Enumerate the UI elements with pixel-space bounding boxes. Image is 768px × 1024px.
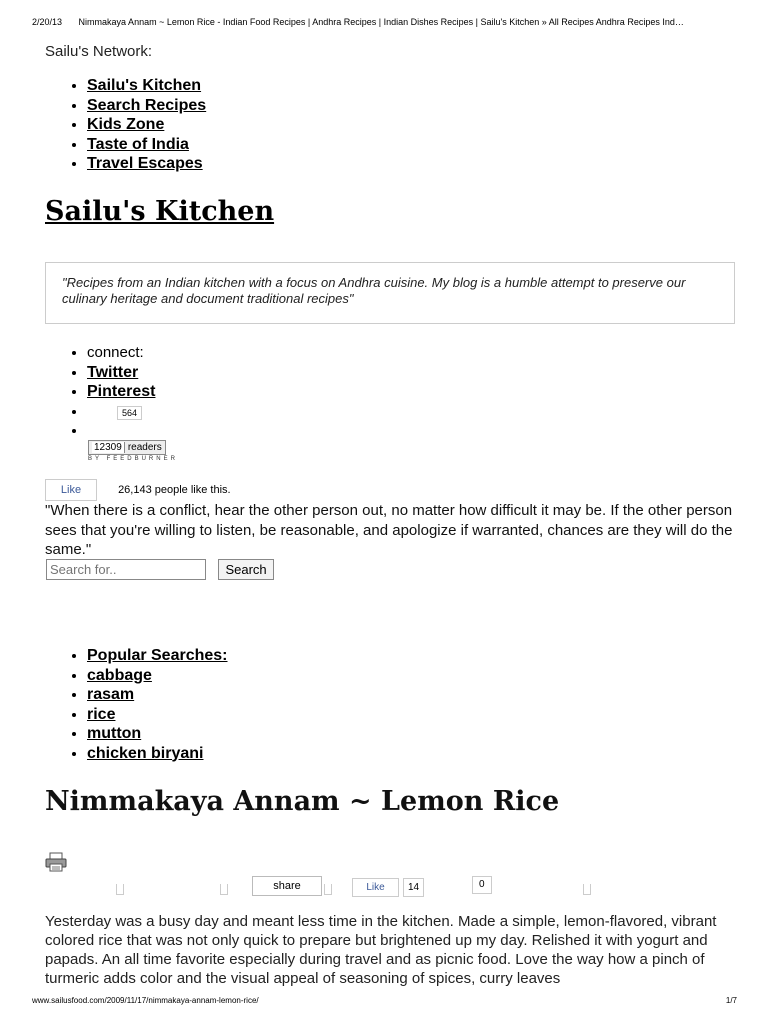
share-widget-placeholder bbox=[220, 884, 228, 895]
popular-link-rice[interactable]: rice bbox=[87, 705, 116, 723]
popular-item bbox=[87, 666, 228, 686]
popular-link-chicken-biryani[interactable]: chicken biryani bbox=[87, 744, 204, 762]
print-header bbox=[32, 17, 752, 27]
post-title: Nimmakaya Annam ~ Lemon Rice bbox=[45, 786, 560, 817]
popular-item bbox=[87, 646, 228, 666]
connect-item bbox=[87, 402, 155, 422]
post-share-count: 0 bbox=[472, 876, 492, 894]
share-button[interactable]: share bbox=[252, 876, 322, 896]
quote-text: "When there is a conflict, hear the other person out, no matter how difficult it may be. If the other person sees that you're willing to listen, be reasonable, and apologize if warranted, chances are they will do the same." bbox=[45, 502, 733, 558]
share-widget-placeholder bbox=[116, 884, 124, 895]
site-title-link[interactable]: Sailu's Kitchen bbox=[45, 196, 275, 227]
feedburner-badge[interactable] bbox=[88, 437, 178, 462]
connect-item bbox=[87, 382, 155, 402]
share-widget-placeholder bbox=[583, 884, 591, 895]
connect-item bbox=[87, 363, 155, 383]
connect-list bbox=[68, 343, 155, 441]
network-item bbox=[87, 154, 206, 174]
feed-count-box bbox=[88, 440, 166, 455]
network-item bbox=[87, 76, 206, 96]
network-item bbox=[87, 135, 206, 155]
pinterest-link[interactable]: Pinterest bbox=[87, 383, 156, 400]
social-share-bar bbox=[110, 876, 630, 898]
feed-count: 12309 bbox=[92, 442, 125, 453]
print-page-title: Nimmakaya Annam ~ Lemon Rice - Indian Food Recipes | Andhra Recipes | Indian Dishes Recipes | Sailu's Kitchen » All Recipes Andhra Recipes Ind… bbox=[78, 17, 684, 27]
print-icon[interactable] bbox=[45, 852, 67, 877]
site-tagline: "Recipes from an Indian kitchen with a focus on Andhra cuisine. My blog is a humble attempt to preserve our culinary heritage and document traditional recipes" bbox=[45, 262, 735, 324]
search-input[interactable] bbox=[46, 559, 206, 580]
print-page-number: 1/7 bbox=[725, 996, 737, 1005]
popular-item bbox=[87, 724, 228, 744]
twitter-link[interactable]: Twitter bbox=[87, 363, 139, 381]
feed-by-label: BY FEEDBURNER bbox=[88, 456, 178, 462]
facebook-like-count: 26,143 people like this. bbox=[118, 484, 231, 496]
post-body: Yesterday was a busy day and meant less time in the kitchen. Made a simple, lemon-flavored, vibrant colored rice that was not only quick to prepare but brightened up my day. Relished it with yogurt and papads. An all time favorite especially during travel and as picnic food. Love the way how a pinch of turmeric adds color and the visual appeal of seasoning of spices, curry leaves bbox=[45, 913, 717, 987]
network-list bbox=[68, 76, 206, 174]
network-label: Sailu's Network: bbox=[45, 43, 153, 60]
popular-item bbox=[87, 744, 228, 764]
print-url: www.sailusfood.com/2009/11/17/nimmakaya-annam-lemon-rice/ bbox=[32, 996, 259, 1005]
popular-searches-list bbox=[68, 646, 228, 763]
print-date: 2/20/13 bbox=[32, 17, 63, 27]
network-item bbox=[87, 96, 206, 116]
facebook-like-button[interactable]: Like bbox=[45, 479, 97, 501]
search-form bbox=[46, 559, 274, 580]
popular-link-cabbage[interactable]: cabbage bbox=[87, 666, 152, 684]
print-footer bbox=[32, 996, 737, 1005]
post-like-button[interactable]: Like bbox=[352, 878, 399, 897]
network-link-sailus-kitchen[interactable]: Sailu's Kitchen bbox=[87, 77, 202, 94]
share-widget-placeholder bbox=[324, 884, 332, 895]
connect-label: • connect: bbox=[87, 343, 155, 363]
gplus-count-badge[interactable]: 564 bbox=[117, 406, 142, 420]
network-item bbox=[87, 115, 206, 135]
network-link-search-recipes[interactable]: Search Recipes bbox=[87, 96, 207, 114]
network-link-taste-of-india[interactable]: Taste of India bbox=[87, 135, 189, 153]
popular-searches-heading[interactable]: Popular Searches: bbox=[87, 647, 228, 664]
post-like-count: 14 bbox=[403, 878, 424, 897]
popular-item bbox=[87, 685, 228, 705]
popular-link-mutton[interactable]: mutton bbox=[87, 725, 142, 742]
search-button[interactable]: Search bbox=[218, 559, 273, 580]
facebook-like-widget bbox=[45, 479, 231, 501]
popular-item bbox=[87, 705, 228, 725]
network-link-kids-zone[interactable]: Kids Zone bbox=[87, 116, 165, 133]
popular-link-rasam[interactable]: rasam bbox=[87, 686, 135, 703]
feed-label: readers bbox=[127, 442, 162, 453]
network-link-travel-escapes[interactable]: Travel Escapes bbox=[87, 155, 203, 172]
